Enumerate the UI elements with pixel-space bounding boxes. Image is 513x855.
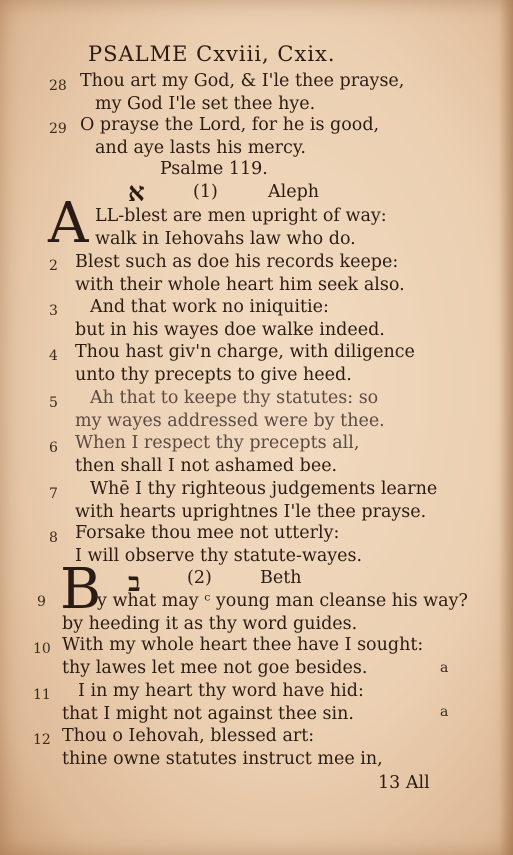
verse-line: thine owne statutes instruct mee in, [62, 749, 383, 769]
section-number: (1) [193, 182, 218, 202]
verse-line: that I might not against thee sin. [62, 704, 354, 724]
verse-number: 29 [49, 121, 67, 137]
verse-number: 11 [33, 687, 51, 703]
running-header: PSALME Cxviii, Cxix. [88, 42, 336, 66]
drop-cap: A [48, 191, 89, 256]
verse-line: but in his wayes doe walke indeed. [75, 320, 385, 340]
hebrew-letter-aleph: א [128, 178, 145, 208]
verse-line: When I respect thy precepts all, [75, 433, 360, 453]
verse-number: 12 [33, 732, 51, 748]
verse-line: And that work no iniquitie: [90, 297, 329, 317]
verse-line: O prayse the Lord, for he is good, [80, 115, 380, 135]
verse-line: With my whole heart thee have I sought: [62, 635, 424, 655]
verse-line: LL-blest are men upright of way: [95, 206, 387, 226]
page-edge-shadow [499, 0, 513, 855]
psalm-title: Psalme 119. [160, 159, 268, 179]
verse-line: with their whole heart him seek also. [75, 275, 405, 295]
verse-number: 7 [49, 486, 58, 502]
margin-annotation: a [440, 660, 449, 676]
margin-annotation: a [440, 704, 449, 720]
verse-line: I in my heart thy word have hid: [78, 681, 364, 701]
catchword: 13 All [378, 773, 430, 793]
verse-line: my God I'le set thee hye. [95, 94, 316, 114]
verse-line: Forsake thou mee not utterly: [75, 523, 340, 543]
hebrew-letter-beth: ב [128, 568, 141, 598]
verse-line: Thou art my God, & I'le thee prayse, [80, 71, 405, 91]
verse-number: 8 [49, 530, 58, 546]
verse-number: 9 [37, 594, 46, 610]
drop-cap: B [60, 557, 102, 622]
verse-number: 3 [49, 303, 58, 319]
verse-number: 4 [49, 348, 58, 364]
verse-line: unto thy precepts to give heed. [75, 365, 352, 385]
verse-line: walk in Iehovahs law who do. [95, 229, 356, 249]
section-number: (2) [187, 568, 212, 588]
section-name: Aleph [268, 182, 320, 202]
verse-line: Ah that to keepe thy statutes: so [90, 388, 379, 408]
verse-line: Thou o Iehovah, blessed art: [62, 726, 315, 746]
verse-line: then shall I not ashamed bee. [75, 456, 338, 476]
verse-line: with hearts uprightnes I'le thee prayse. [75, 502, 427, 522]
verse-line: my wayes addressed were by thee. [75, 411, 385, 431]
verse-line: I will observe thy statute-wayes. [75, 546, 363, 566]
verse-line: Thou hast giv'n charge, with diligence [75, 342, 415, 362]
section-name: Beth [260, 568, 302, 588]
verse-number: 5 [49, 395, 58, 411]
verse-line: y what may ᶜ young man cleanse his way? [97, 591, 468, 611]
verse-line: Blest such as doe his records keepe: [75, 252, 399, 272]
verse-number: 28 [49, 78, 67, 94]
verse-line: Whē I thy righteous judgements learne [90, 479, 438, 499]
verse-number: 10 [33, 641, 51, 657]
verse-number: 6 [49, 440, 58, 456]
verse-line: and aye lasts his mercy. [95, 138, 306, 158]
verse-line: by heeding it as thy word guides. [62, 614, 358, 634]
verse-line: thy lawes let mee not goe besides. [62, 658, 368, 678]
verse-number: 2 [49, 258, 58, 274]
